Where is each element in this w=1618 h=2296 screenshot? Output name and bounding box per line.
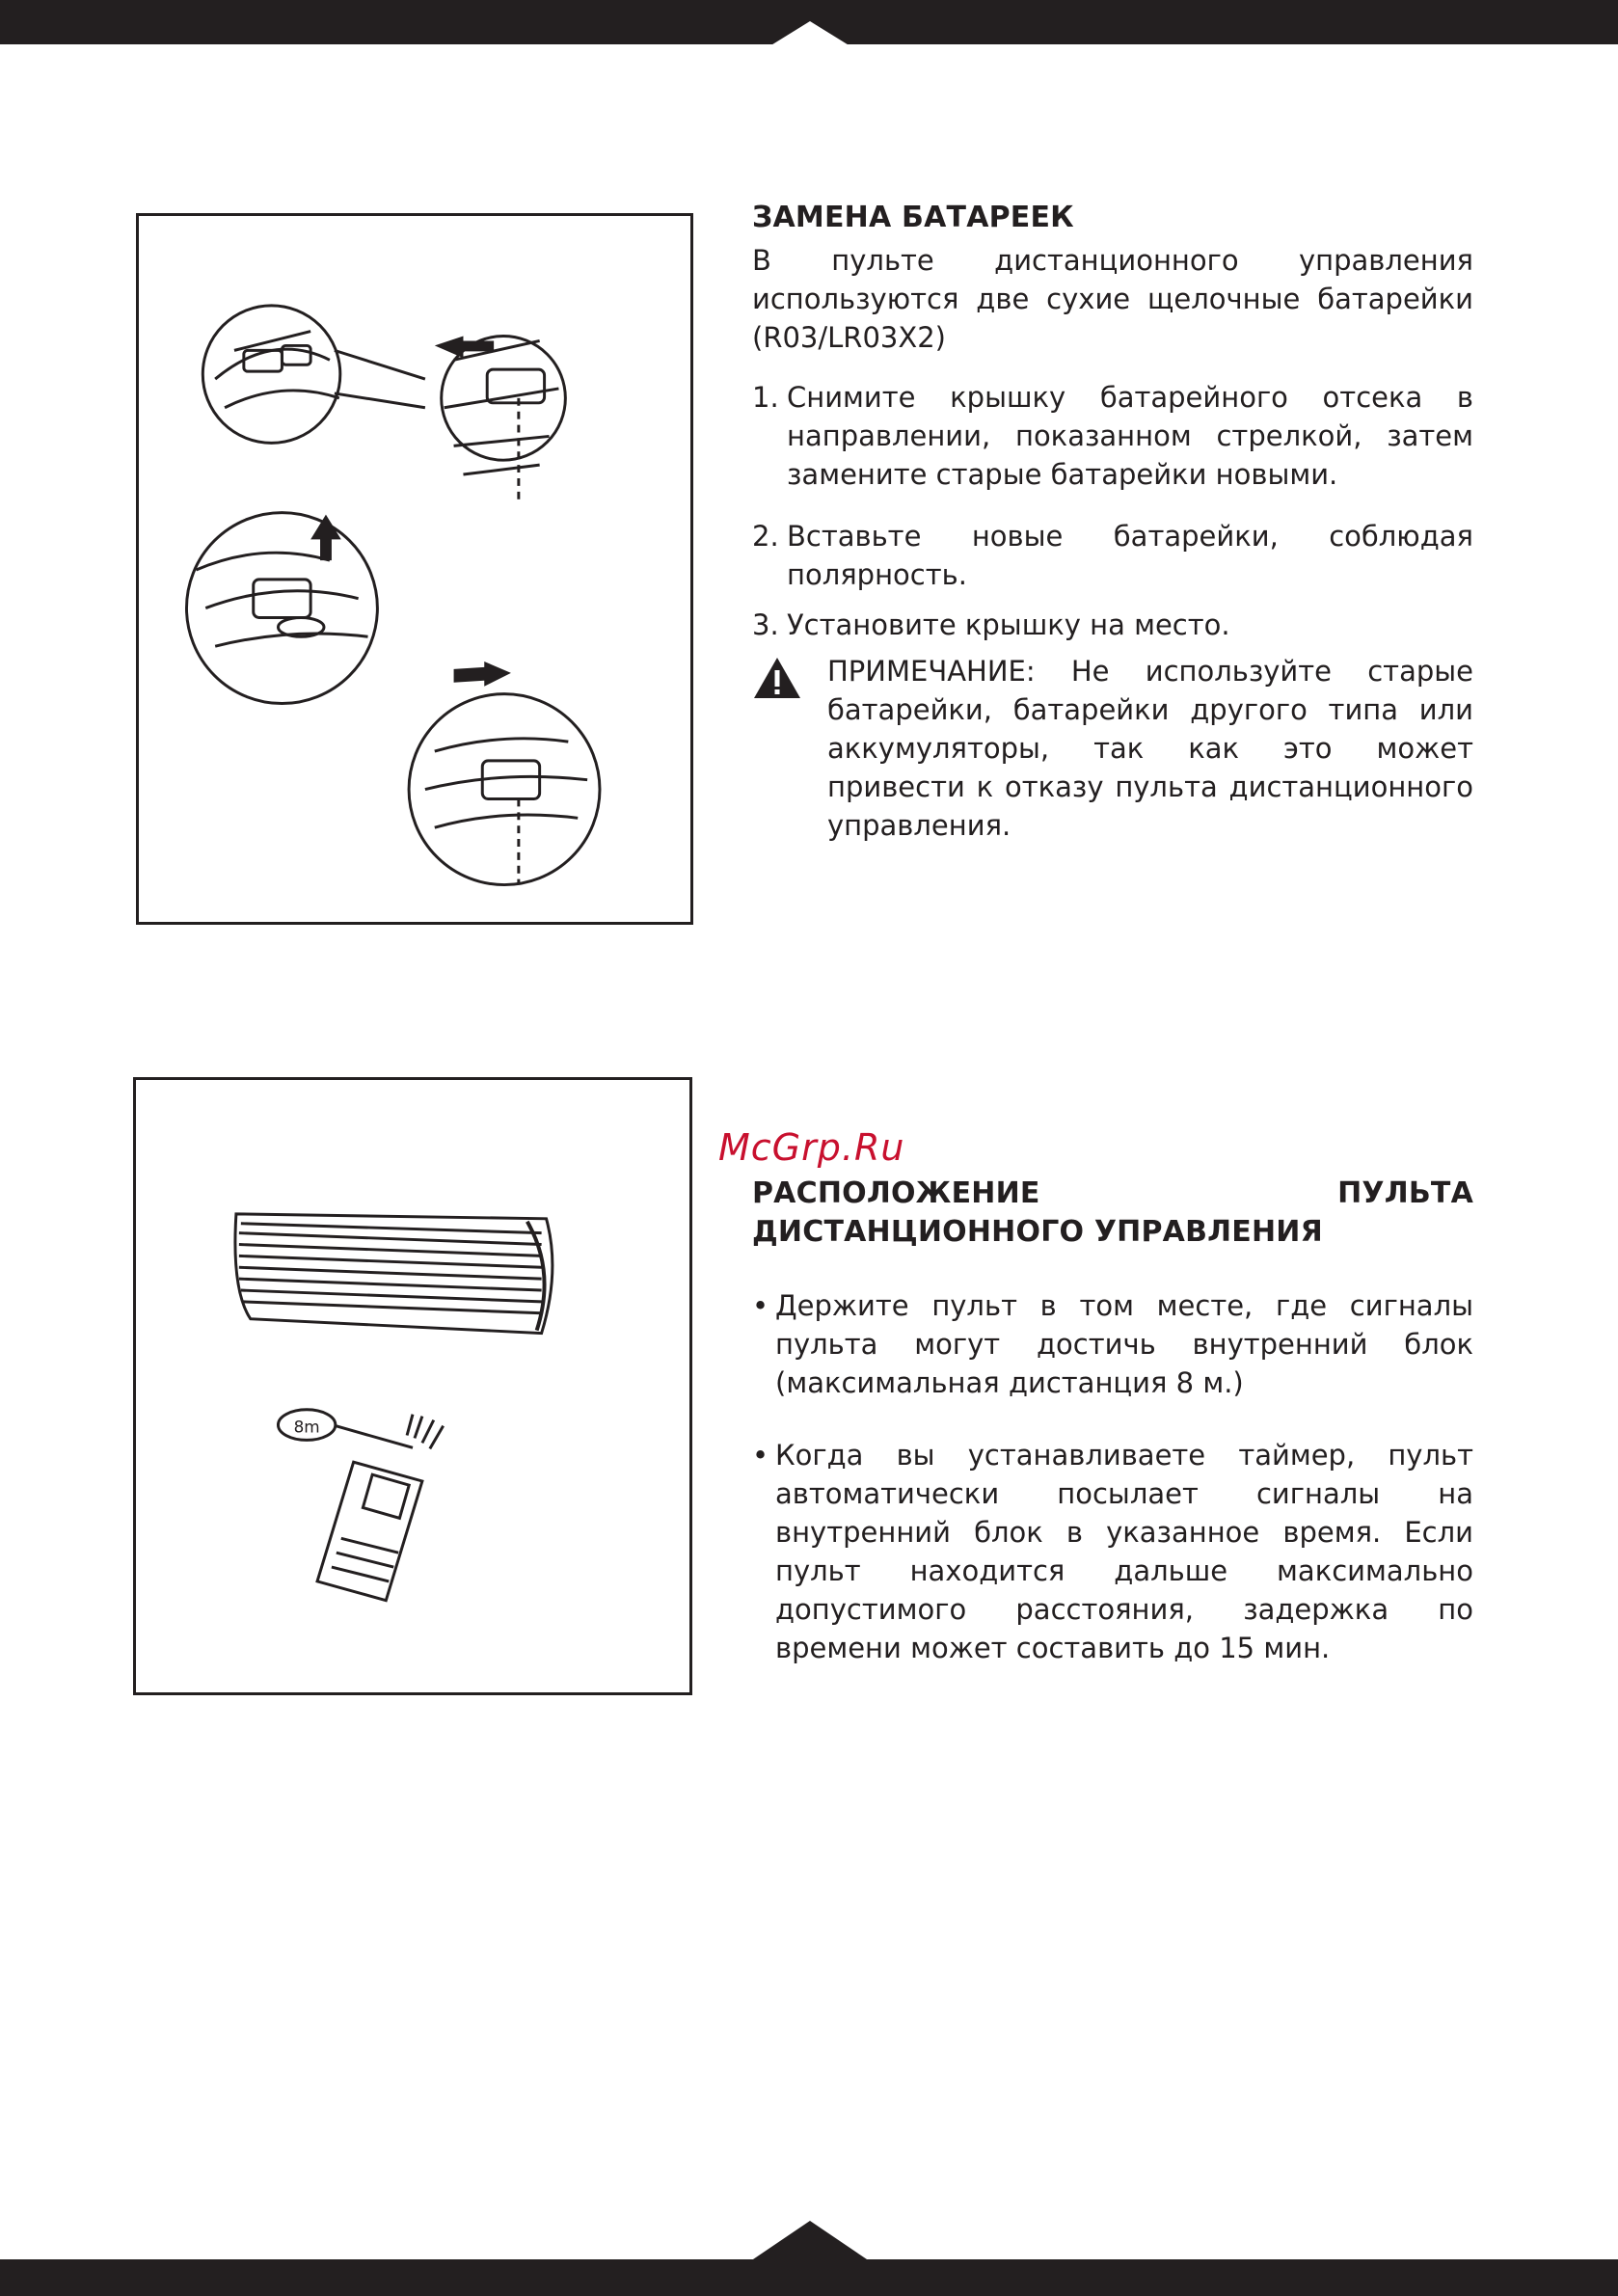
battery-illustration [139, 216, 690, 922]
section1-heading: ЗАМЕНА БАТАРЕЕК [752, 201, 1074, 234]
remote-bullet [752, 1286, 1473, 1402]
section-remote-location [752, 1175, 1473, 1667]
detail-circle-insert [186, 513, 377, 704]
battery-step [752, 378, 1473, 494]
remote-location-figure [133, 1077, 692, 1695]
bullet-mark: • [752, 1439, 769, 1472]
remote-bullets [752, 1286, 1473, 1667]
warning-triangle-icon [752, 656, 802, 700]
step-text: Вставьте новые батарейки, соблюдая полярность. [787, 520, 1473, 591]
step-text: Снимите крышку батарейного отсека в направлении, показанном стрелкой, затем замените старые батарейки новыми. [787, 381, 1473, 491]
battery-step [752, 517, 1473, 594]
battery-replacement-figure [136, 213, 693, 925]
remote-bullet [752, 1436, 1473, 1667]
arrow-up [310, 515, 341, 561]
battery-step [752, 606, 1473, 644]
step-number: 1. [752, 381, 779, 414]
arrow-right [454, 662, 511, 687]
bullet-text: Когда вы устанавливаете таймер, пульт автоматически посылает сигналы на внутренний блок в указанное время. Если пульт находится дальше максимально допустимого расстояния, задержка по времени может составить до 15 мин. [775, 1439, 1473, 1664]
step-number: 2. [752, 520, 779, 553]
top-notch [769, 21, 850, 46]
step-number: 3. [752, 608, 779, 641]
battery-steps [752, 378, 1473, 644]
step-text: Установите крышку на место. [787, 608, 1230, 641]
section1-intro: В пульте дистанционного управления используются две сухие щелочные батарейки (R03/LR03X2) [752, 244, 1473, 354]
remote-illustration [136, 1080, 689, 1692]
distance-label: 8m [293, 1417, 320, 1437]
note-text: ПРИМЕЧАНИЕ: Не используйте старые батарейки, батарейки другого типа или аккумуляторы, так как это может привести к отказу пульта дистанционного управления. [827, 655, 1473, 842]
section2-heading: РАСПОЛОЖЕНИЕ ПУЛЬТА ДИСТАНЦИОННОГО УПРАВЛЕНИЯ [752, 1176, 1473, 1249]
detail-circle-close [409, 694, 600, 885]
bullet-mark: • [752, 1289, 769, 1322]
section-battery [752, 199, 1473, 644]
bullet-text: Держите пульт в том месте, где сигналы пульта могут достичь внутренний блок (максимальная дистанция 8 м.) [775, 1289, 1473, 1399]
watermark: McGrp.Ru [718, 1126, 905, 1169]
bottom-bar [0, 2259, 1618, 2296]
bottom-notch [750, 2221, 870, 2261]
